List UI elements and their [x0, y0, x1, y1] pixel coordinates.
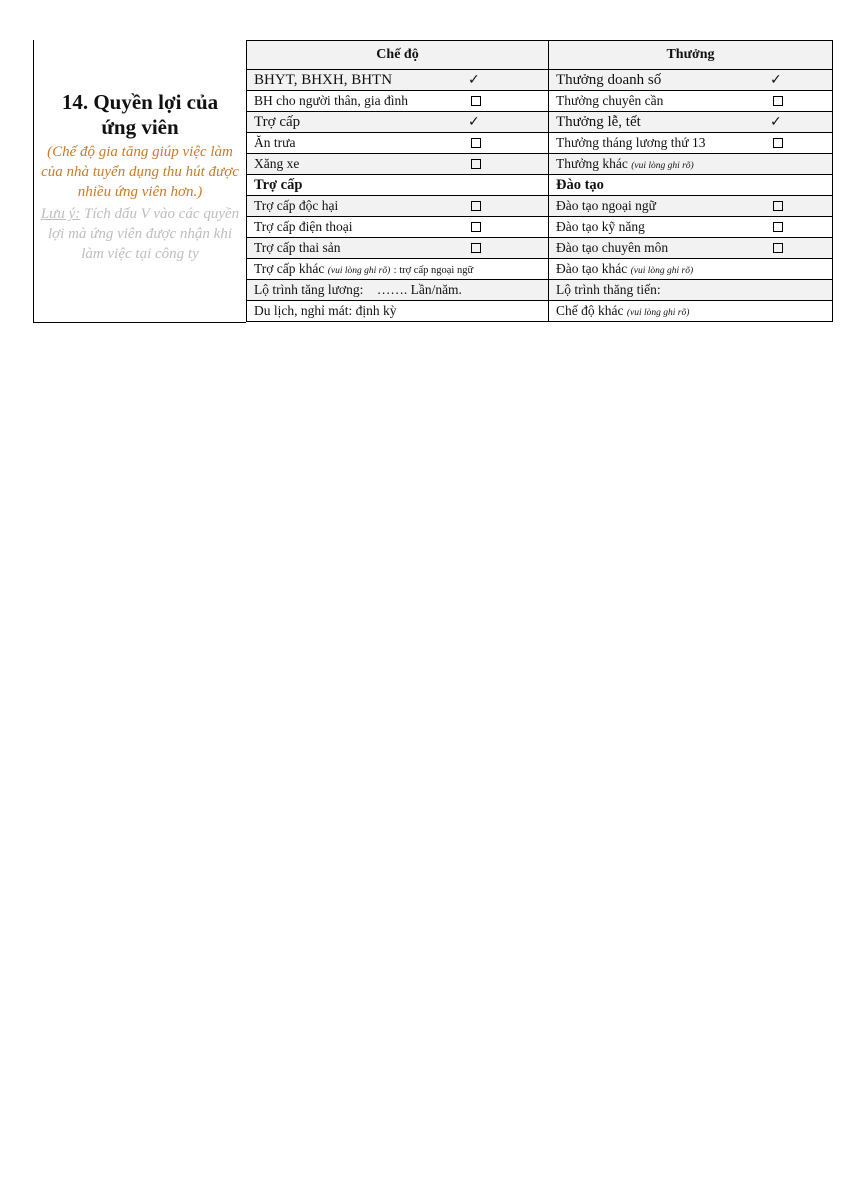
training-label: Đào tạo chuyên môn — [556, 240, 669, 255]
bonus-cell — [549, 133, 833, 154]
table-row — [247, 133, 833, 154]
promotion-path-cell — [549, 280, 833, 301]
benefit-cell — [247, 238, 549, 259]
table-row — [247, 154, 833, 175]
table-row — [247, 91, 833, 112]
section-note — [34, 204, 246, 264]
benefit-label: Xăng xe — [254, 156, 300, 171]
benefit-label: BHYT, BHXH, BHTN — [254, 71, 393, 88]
bonus-cell — [549, 154, 833, 175]
checkbox-icon[interactable] — [773, 96, 783, 106]
header-row — [247, 41, 833, 70]
benefits-section — [33, 40, 832, 323]
table-row — [247, 238, 833, 259]
training-label: Đào tạo kỹ năng — [556, 219, 645, 234]
section-label-cell — [33, 40, 246, 323]
benefit-label: Ăn trưa — [254, 135, 296, 150]
bonus-cell — [549, 91, 833, 112]
benefit-cell — [247, 70, 549, 91]
checkbox-icon[interactable] — [773, 222, 783, 232]
table-row — [247, 217, 833, 238]
benefit-label: Trợ cấp thai sản — [254, 240, 341, 255]
benefit-label: BH cho người thân, gia đình — [254, 93, 408, 108]
benefit-cell — [247, 133, 549, 154]
subheader-row — [247, 175, 833, 196]
section-subtitle: (Chế độ gia tăng giúp việc làm của nhà tuyển dụng thu hút được nhiều ứng viên hơn.) — [41, 144, 239, 200]
training-cell — [549, 259, 833, 280]
benefit-label: Trợ cấp khác — [254, 261, 325, 276]
checkbox-icon[interactable] — [471, 96, 481, 106]
table-row — [247, 196, 833, 217]
checkbox-icon[interactable] — [471, 201, 481, 211]
benefit-cell — [247, 154, 549, 175]
benefits-table — [246, 40, 833, 322]
checkbox-icon[interactable] — [773, 243, 783, 253]
check-icon[interactable]: ✓ — [770, 72, 782, 88]
fill-in-hint: (vui lòng ghi rõ) — [327, 266, 391, 276]
salary-path-value[interactable]: ……. Lần/năm. — [376, 282, 462, 297]
training-cell — [549, 238, 833, 259]
header-che-do: Chế độ — [247, 41, 549, 70]
checkbox-icon[interactable] — [471, 222, 481, 232]
other-benefits-label: Chế độ khác — [556, 303, 624, 318]
check-icon[interactable]: ✓ — [770, 114, 782, 130]
salary-path-cell — [247, 280, 549, 301]
filled-value[interactable]: : trợ cấp ngoại ngữ — [393, 265, 474, 276]
training-cell — [549, 217, 833, 238]
benefit-cell — [247, 259, 549, 280]
table-row — [247, 112, 833, 133]
other-benefits-cell — [549, 301, 833, 322]
benefit-label: Trợ cấp độc hại — [254, 198, 339, 213]
fill-in-hint: (vui lòng ghi rõ) — [630, 266, 694, 276]
bonus-label: Thưởng khác — [556, 156, 628, 171]
travel-cell — [247, 301, 549, 322]
check-icon[interactable]: ✓ — [468, 72, 480, 88]
travel-label: Du lịch, nghỉ mát: định kỳ — [254, 303, 397, 318]
table-row — [247, 280, 833, 301]
benefit-cell — [247, 196, 549, 217]
bonus-cell — [549, 70, 833, 91]
training-cell — [549, 196, 833, 217]
promotion-path-label: Lộ trình thăng tiến: — [556, 282, 661, 297]
bonus-label: Thưởng doanh số — [556, 71, 662, 88]
checkbox-icon[interactable] — [773, 201, 783, 211]
subheader-tro-cap: Trợ cấp — [247, 175, 549, 196]
fill-in-hint: (vui lòng ghi rõ) — [626, 308, 690, 318]
checkbox-icon[interactable] — [471, 138, 481, 148]
training-label: Đào tạo ngoại ngữ — [556, 198, 656, 213]
checkbox-icon[interactable] — [471, 159, 481, 169]
bonus-label: Thưởng chuyên cần — [556, 93, 664, 108]
training-label: Đào tạo khác — [556, 261, 628, 276]
benefit-cell — [247, 112, 549, 133]
bonus-label: Thưởng lễ, tết — [556, 113, 641, 130]
checkbox-icon[interactable] — [773, 138, 783, 148]
section-title: 14. Quyền lợi của ứng viên — [61, 90, 219, 139]
table-row — [247, 70, 833, 91]
bonus-cell — [549, 112, 833, 133]
salary-path-label: Lộ trình tăng lương: — [254, 282, 364, 297]
benefit-cell — [247, 91, 549, 112]
checkbox-icon[interactable] — [471, 243, 481, 253]
note-label: Lưu ý: — [40, 206, 81, 222]
table-row — [247, 301, 833, 322]
bonus-label: Thưởng tháng lương thứ 13 — [556, 135, 706, 150]
note-text: Tích dấu V vào các quyền lợi mà ứng viên được nhận khi làm việc tại công ty — [47, 206, 240, 262]
check-icon[interactable]: ✓ — [468, 114, 480, 130]
benefit-label: Trợ cấp — [254, 113, 301, 130]
header-thuong: Thưởng — [549, 41, 833, 70]
fill-in-hint: (vui lòng ghi rõ) — [631, 161, 694, 171]
table-row — [247, 259, 833, 280]
subheader-dao-tao: Đào tạo — [549, 175, 833, 196]
benefit-label: Trợ cấp điện thoại — [254, 219, 353, 234]
benefit-cell — [247, 217, 549, 238]
